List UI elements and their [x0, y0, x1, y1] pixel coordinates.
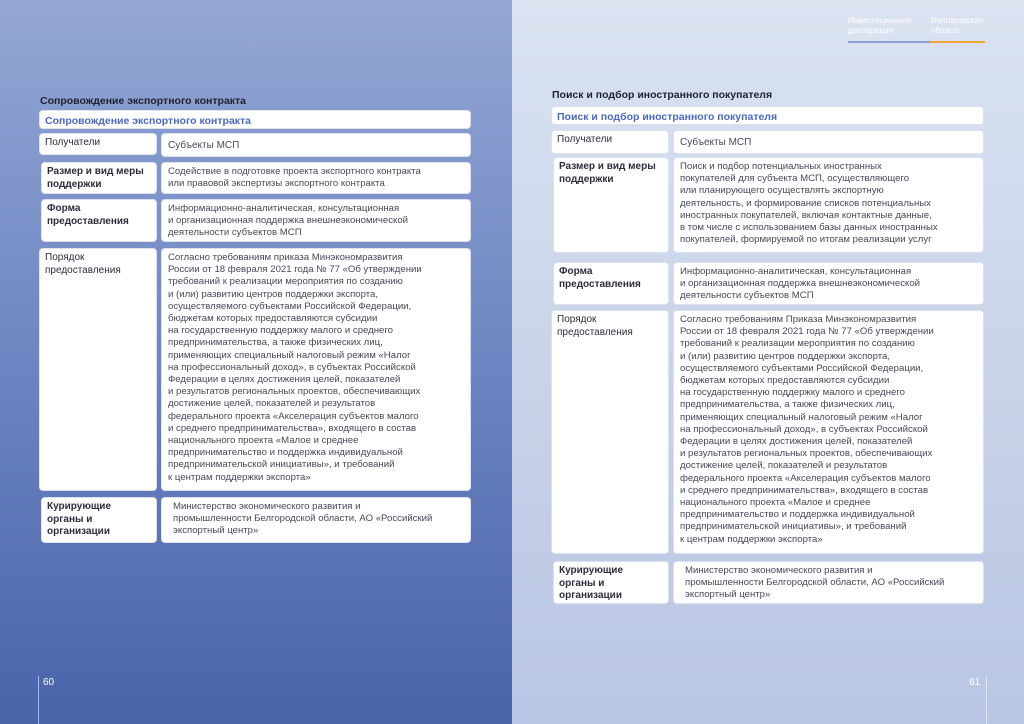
row-label-support-size: Размер и вид меры поддержки — [553, 157, 669, 253]
row-label-form: Форма предоставления — [553, 262, 669, 305]
row-value-supervising-bodies: Министерство экономического развития и промышленности Белгородской области, АО «Российский экспортный центр» — [673, 561, 984, 604]
header-belgorod-region: Белгородская область — [931, 16, 984, 35]
row-value-support-size: Поиск и подбор потенциальных иностранных покупателей для субъекта МСП, осуществляющего или планирующего осуществлять экспортную деятельность, и формирование списков потенциальных иностранных покупателей, включая контактные данные, в том числе с использованием базы данных иностранных покупателей, формируемой по итогам реализации услуг — [673, 157, 984, 253]
row-value-form: Информационно-аналитическая, консультационная и организационная поддержка внешнеэкономической деятельности субъектов МСП — [673, 262, 984, 305]
header-bar-investment — [848, 41, 930, 43]
header-bar-region — [930, 41, 985, 43]
row-label-form: Форма предоставления — [41, 199, 157, 242]
row-label-supervising-bodies: Курирующие органы и организации — [553, 561, 669, 604]
row-label-procedure: Порядок предоставления — [551, 310, 669, 554]
section-title: Сопровождение экспортного контракта — [40, 95, 247, 107]
page-divider-line — [38, 676, 39, 724]
row-value-support-size: Содействие в подготовке проекта экспортного контракта или правовой экспертизы экспортного контракта — [161, 162, 471, 194]
row-value-form: Информационно-аналитическая, консультационная и организационная поддержка внешнеэкономической деятельности субъектов МСП — [161, 199, 471, 242]
row-label-procedure: Порядок предоставления — [39, 248, 157, 491]
page-divider-line — [986, 676, 987, 724]
section-title: Поиск и подбор иностранного покупателя — [552, 89, 773, 101]
right-page — [512, 0, 1024, 724]
header-investment-declaration: Инвестиционная декларация — [848, 16, 912, 35]
row-label-supervising-bodies: Курирующие органы и организации — [41, 497, 157, 543]
row-value-recipients: Субъекты МСП — [161, 133, 471, 157]
section-subtitle: Сопровождение экспортного контракта — [39, 110, 471, 129]
section-subtitle: Поиск и подбор иностранного покупателя — [551, 106, 984, 125]
row-label-recipients: Получатели — [551, 130, 669, 154]
page-number: 61 — [969, 677, 981, 688]
row-value-procedure: Согласно требованиям приказа Минэкономразвития России от 18 февраля 2021 года № 77 «Об утверждении требований к реализации мероприятия по созданию и (или) развитию центров поддержки экспорта, осуществляемого субъектами Российской Федерации, бюджетам которых предоставляются субсидии на государственную поддержку малого и среднего предпринимательства, а также физических лиц, применяющих специальный налоговый режим «Налог на профессиональный доход», в субъектах Российской Федерации в целях достижения целей, показателей и результатов региональных проектов, обеспечивающих достижение целей, показателей и результатов федерального проекта «Акселерация субъектов малого и среднего предпринимательства», входящего в состав национального проекта «Малое и среднее предпринимательство и поддержка индивидуальной предпринимательской инициативы», и требований к центрам поддержки экспорта» — [161, 248, 471, 491]
row-label-recipients: Получатели — [39, 133, 157, 155]
row-label-support-size: Размер и вид меры поддержки — [41, 162, 157, 194]
row-value-procedure: Согласно требованиям Приказа Минэкономразвития России от 18 февраля 2021 года № 77 «Об утверждении требований к реализации мероприятия по созданию и (или) развитию центров поддержки экспорта, осуществляемого субъектами Российской Федерации, бюджетам которых предоставляются субсидии на государственную поддержку малого и среднего предпринимательства, а также физических лиц, применяющих специальный налоговый режим «Налог на профессиональный доход», в субъектах Российской Федерации в целях достижения целей, показателей и результатов региональных проектов, обеспечивающих достижение целей, показателей и результатов федерального проекта «Акселерация субъектов малого и среднего предпринимательства», входящего в состав национального проекта «Малое и среднее предпринимательство и поддержка индивидуальной предпринимательской инициативы», и требований к центрам поддержки экспорта» — [673, 310, 984, 554]
page-number: 60 — [43, 677, 55, 688]
row-value-supervising-bodies: Министерство экономического развития и промышленности Белгородской области, АО «Российский экспортный центр» — [161, 497, 471, 543]
row-value-recipients: Субъекты МСП — [673, 130, 984, 154]
